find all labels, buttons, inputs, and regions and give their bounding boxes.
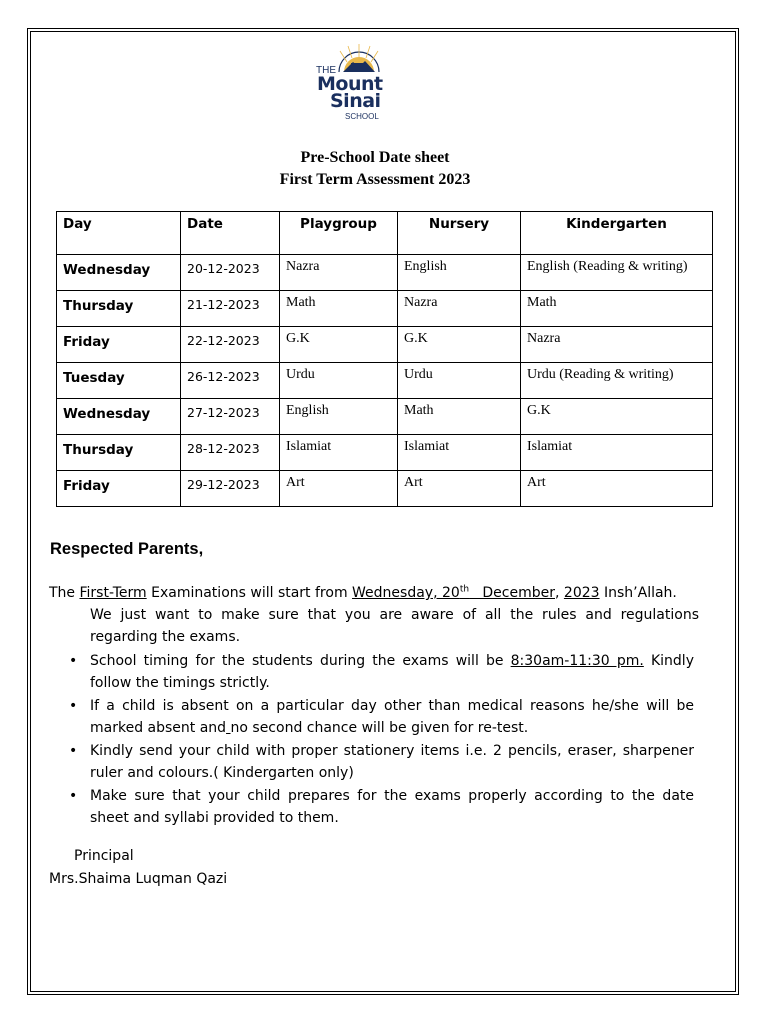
cell-day: Tuesday [57, 363, 181, 399]
cell-kindergarten: Math [521, 291, 713, 327]
rules-list [49, 650, 694, 830]
cell-nursery: Islamiat [398, 435, 521, 471]
cell-nursery: G.K [398, 327, 521, 363]
intro-continuation: We just want to make sure that you are aware of all the rules and regulations regarding the exams. [90, 607, 699, 645]
cell-playgroup: Math [280, 291, 398, 327]
header-nursery: Nursery [398, 212, 521, 255]
cell-playgroup: Urdu [280, 363, 398, 399]
cell-playgroup: Nazra [280, 255, 398, 291]
start-year-text: 2023 [563, 585, 600, 601]
logo-school-text: SCHOOL [345, 112, 379, 121]
cell-kindergarten: G.K [521, 399, 713, 435]
bullet-icon: • [69, 698, 78, 714]
cell-day: Friday [57, 471, 181, 507]
intro-paragraph [49, 582, 699, 648]
start-date-text: Wednesday, 20th December [352, 584, 555, 601]
cell-date: 27-12-2023 [181, 399, 280, 435]
table-row [57, 363, 713, 399]
header-date: Date [181, 212, 280, 255]
cell-day: Wednesday [57, 399, 181, 435]
school-logo [313, 36, 393, 126]
list-item: • If a child is absent on a particular day other than medical reasons he/she will be marked absent and no second chance will be given for re-test. [90, 695, 694, 739]
signer-name: Mrs.Shaima Luqman Qazi [49, 871, 228, 887]
cell-kindergarten: Islamiat [521, 435, 713, 471]
cell-date: 21-12-2023 [181, 291, 280, 327]
cell-kindergarten: Urdu (Reading & writing) [521, 363, 713, 399]
logo-the-text: THE [316, 65, 336, 76]
cell-nursery: Math [398, 399, 521, 435]
cell-date: 22-12-2023 [181, 327, 280, 363]
greeting: Respected Parents, [50, 540, 204, 558]
cell-playgroup: G.K [280, 327, 398, 363]
cell-date: 20-12-2023 [181, 255, 280, 291]
cell-date: 28-12-2023 [181, 435, 280, 471]
bullet-icon: • [69, 653, 78, 669]
cell-day: Friday [57, 327, 181, 363]
bullet-icon: • [69, 788, 78, 804]
cell-playgroup: Islamiat [280, 435, 398, 471]
cell-day: Thursday [57, 435, 181, 471]
list-item: • Kindly send your child with proper stationery items i.e. 2 pencils, eraser, sharpener ruler and colours.( Kindergarten only) [90, 740, 694, 784]
table-row [57, 291, 713, 327]
header-playgroup: Playgroup [280, 212, 398, 255]
cell-kindergarten: English (Reading & writing) [521, 255, 713, 291]
principal-title: Principal [74, 848, 134, 864]
cell-playgroup: English [280, 399, 398, 435]
date-sheet-table [56, 211, 713, 507]
cell-day: Wednesday [57, 255, 181, 291]
document-title: Pre-School Date sheet [300, 149, 450, 166]
table-row [57, 435, 713, 471]
cell-nursery: Nazra [398, 291, 521, 327]
cell-playgroup: Art [280, 471, 398, 507]
cell-date: 29-12-2023 [181, 471, 280, 507]
cell-kindergarten: Nazra [521, 327, 713, 363]
first-term-text: First-Term [79, 585, 147, 601]
cell-kindergarten: Art [521, 471, 713, 507]
table-row [57, 255, 713, 291]
cell-day: Thursday [57, 291, 181, 327]
document-subtitle: First Term Assessment 2023 [279, 171, 471, 188]
cell-date: 26-12-2023 [181, 363, 280, 399]
intro-first-line: The First-Term Examinations will start from Wednesday, 20th December, 2023 Insh’Allah. [49, 584, 677, 601]
logo-mount-text: Mount [317, 73, 383, 95]
exam-timing-text: 8:30am-11:30 pm. [510, 653, 644, 669]
cell-nursery: English [398, 255, 521, 291]
cell-nursery: Art [398, 471, 521, 507]
header-kindergarten: Kindergarten [521, 212, 713, 255]
bullet-icon: • [69, 743, 78, 759]
table-row [57, 327, 713, 363]
table-row [57, 399, 713, 435]
table-row [57, 471, 713, 507]
list-item: • Make sure that your child prepares for the exams properly according to the date sheet and syllabi provided to them. [90, 785, 694, 829]
logo-sinai-text: Sinai [330, 90, 381, 112]
table-header-row [57, 212, 713, 255]
list-item: • School timing for the students during the exams will be 8:30am-11:30 pm. Kindly follow the timings strictly. [90, 650, 694, 694]
cell-nursery: Urdu [398, 363, 521, 399]
header-day: Day [57, 212, 181, 255]
